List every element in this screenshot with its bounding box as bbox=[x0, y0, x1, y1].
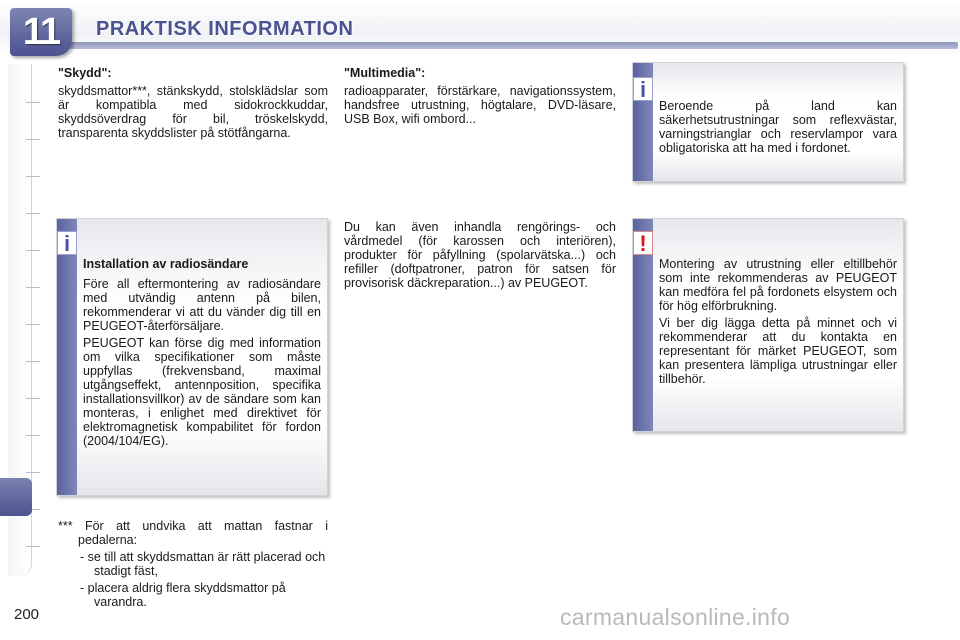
multimedia-text: radioapparater, förstärkare, navigationssystem, handsfree utrustning, högtalare, DVD-läsare, USB Box, wifi ombord... bbox=[344, 84, 616, 126]
multimedia-heading: "Multimedia": bbox=[344, 66, 426, 80]
index-tick bbox=[26, 287, 40, 288]
radio-transmitter-box bbox=[56, 218, 328, 496]
radio-transmitter-paragraph: PEUGEOT kan förse dig med information om vilka specifikationer som måste uppfyllas (frekvensband, maximal utgångseffekt, antennposition, specifika installationsvillkor) av de sändare som kan monteras, i enlighet med direktivet för elektromagnetisk kompabilitet för fordon (2004/104/EG). bbox=[83, 336, 321, 448]
accessory-warning-box bbox=[632, 218, 904, 432]
info-icon: i bbox=[633, 77, 653, 101]
index-tick bbox=[26, 176, 40, 177]
footnote-item: - placera aldrig flera skyddsmattor på varandra. bbox=[80, 581, 286, 609]
footnote-intro: *** För att undvika att mattan fastnar i pedalerna: bbox=[58, 519, 328, 547]
warning-paragraph: Montering av utrustning eller eltillbehör som inte rekommenderas av PEUGEOT kan medföra fel på fordonets elsystem och för hög elförbrukning. bbox=[659, 257, 897, 313]
protection-heading: "Skydd": bbox=[58, 66, 112, 80]
warning-paragraph: Vi ber dig lägga detta på minnet och vi rekommenderar att du kontakta en representant för märket PEUGEOT, som kan presentera lämpliga utrustningar eller tillbehör. bbox=[659, 316, 897, 386]
active-chapter-marker bbox=[0, 478, 32, 516]
radio-transmitter-heading: Installation av radiosändare bbox=[83, 257, 249, 271]
protection-section bbox=[58, 66, 328, 142]
box-side-bar bbox=[57, 219, 77, 495]
chapter-number: 11 bbox=[22, 11, 60, 53]
accessory-warning-content bbox=[659, 257, 897, 389]
page-title: PRAKTISK INFORMATION bbox=[96, 18, 354, 40]
radio-transmitter-content bbox=[83, 257, 321, 451]
index-tick bbox=[26, 213, 40, 214]
safety-equipment-text: Beroende på land kan säkerhetsutrustningar som reflexvästar, varningstrianglar och reservlampor vara obligatoriska att ha med i fordonet. bbox=[659, 99, 897, 155]
header-rule bbox=[58, 42, 958, 49]
floor-mat-footnote bbox=[58, 519, 328, 609]
index-tick bbox=[26, 361, 40, 362]
page-number: 200 bbox=[14, 606, 40, 623]
index-tick bbox=[26, 139, 40, 140]
index-tick bbox=[26, 250, 40, 251]
watermark: carmanualsonline.info bbox=[560, 604, 791, 630]
index-tick bbox=[26, 398, 40, 399]
care-products-section bbox=[344, 220, 616, 292]
warning-icon: ! bbox=[633, 231, 653, 255]
protection-text: skyddsmattor***, stänkskydd, stolsklädslar som är kompatibla med sidokrockkuddar, skyddsöverdrag för bil, tröskelskydd, transparenta skyddslister på stötfångarna. bbox=[58, 84, 328, 140]
care-products-text: Du kan även inhandla rengörings- och vårdmedel (för karossen och interiören), produkter för påfyllning (spolarvätska...) och refiller (doftpatroner, patron för satsen för provisorisk däckreparation...) av PEUGEOT. bbox=[344, 220, 616, 290]
index-tick bbox=[26, 435, 40, 436]
index-tick bbox=[26, 546, 40, 547]
index-tick bbox=[26, 102, 40, 103]
index-tick bbox=[26, 472, 40, 473]
footnote-item: - se till att skyddsmattan är rätt placerad och stadigt fäst, bbox=[80, 550, 326, 578]
info-icon: i bbox=[57, 231, 77, 255]
index-tick bbox=[26, 324, 40, 325]
safety-equipment-box bbox=[632, 62, 904, 182]
multimedia-section bbox=[344, 66, 616, 128]
radio-transmitter-paragraph: Före all eftermontering av radiosändare med utvändig antenn på bilen, rekommenderar vi att du vänder dig till en PEUGEOT-återförsäljare. bbox=[83, 277, 321, 333]
